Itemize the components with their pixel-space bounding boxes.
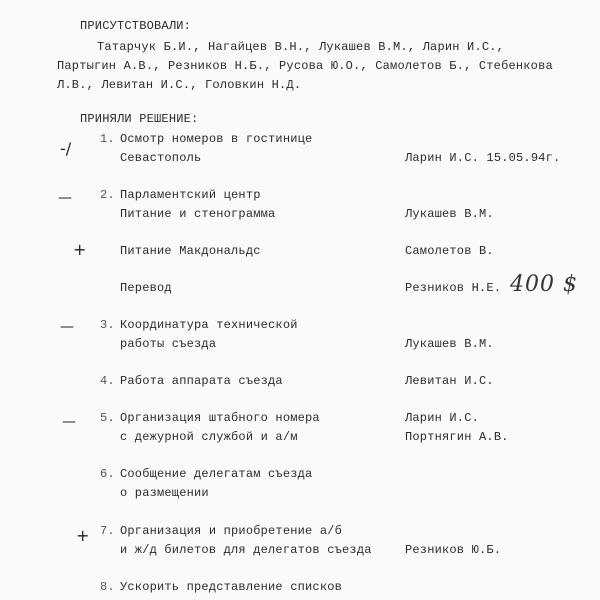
dash-mark-3: — (60, 319, 74, 335)
check-mark-1: -/ (60, 139, 72, 158)
item-3-number: 3. (100, 318, 115, 332)
item-8-line-1: Ускорить представление списков (120, 580, 343, 594)
item-7-line-2: и ж/д билетов для делегатов съезда (120, 543, 372, 557)
item-4-number: 4. (100, 374, 115, 388)
item-2-responsible: Лукашев В.М. (405, 207, 494, 221)
item-2-line-2: Питание и стенограмма (120, 207, 276, 221)
item-5-responsible-1: Ларин И.С. (405, 411, 480, 425)
decision-title: ПРИНЯЛИ РЕШЕНИЕ: (80, 112, 199, 126)
item-2-number: 2. (100, 188, 115, 202)
attendees-line-1: Татарчук Б.И., Нагайцев В.Н., Лукашев В.М., Ларин И.С., (97, 40, 505, 54)
attendees-line-3: Л.В., Левитан И.С., Головкин Н.Д. (57, 78, 302, 92)
item-7-responsible: Резников Ю.Б. (405, 543, 502, 557)
item-5-line-2: с дежурной службой и а/м (120, 430, 298, 444)
item-translation-responsible: Резников Н.Е. (405, 281, 502, 295)
item-5-line-1: Организация штабного номера (120, 411, 320, 425)
item-food-responsible: Самолетов В. (405, 244, 494, 258)
item-6-line-1: Сообщение делегатам съезда (120, 467, 313, 481)
item-4-line-1: Работа аппарата съезда (120, 374, 283, 388)
item-3-responsible: Лукашев В.М. (405, 337, 494, 351)
item-6-number: 6. (100, 467, 115, 481)
item-1-responsible: Ларин И.С. 15.05.94г. (405, 151, 561, 165)
attendees-line-2: Партыгин А.В., Резников Н.Б., Русова Ю.О., Самолетов Б., Стебенкова (57, 59, 553, 73)
item-3-line-1: Координатура технической (120, 318, 298, 332)
item-5-number: 5. (100, 411, 115, 425)
item-2-line-1: Парламентский центр (120, 188, 261, 202)
item-1-number: 1. (100, 132, 115, 146)
item-5-responsible-2: Портнягин А.В. (405, 430, 509, 444)
plus-mark-food: + (73, 240, 87, 259)
item-4-responsible: Левитан И.С. (405, 374, 494, 388)
handwritten-amount: 400 $ (510, 272, 578, 297)
present-title: ПРИСУТСТВОВАЛИ: (80, 19, 192, 33)
item-1-line-1: Осмотр номеров в гостинице (120, 132, 313, 146)
item-8-number: 8. (100, 580, 115, 594)
dash-mark-5: — (62, 414, 76, 430)
item-7-line-1: Организация и приобретение а/б (120, 524, 343, 538)
item-1-line-2: Севастополь (120, 151, 202, 165)
item-7-number: 7. (100, 524, 115, 538)
item-food-line: Питание Макдональдс (120, 244, 261, 258)
item-3-line-2: работы съезда (120, 337, 217, 351)
dash-mark-2: — (58, 190, 72, 206)
plus-mark-7: + (76, 526, 90, 545)
item-6-line-2: о размещении (120, 486, 209, 500)
item-translation-line: Перевод (120, 281, 172, 295)
